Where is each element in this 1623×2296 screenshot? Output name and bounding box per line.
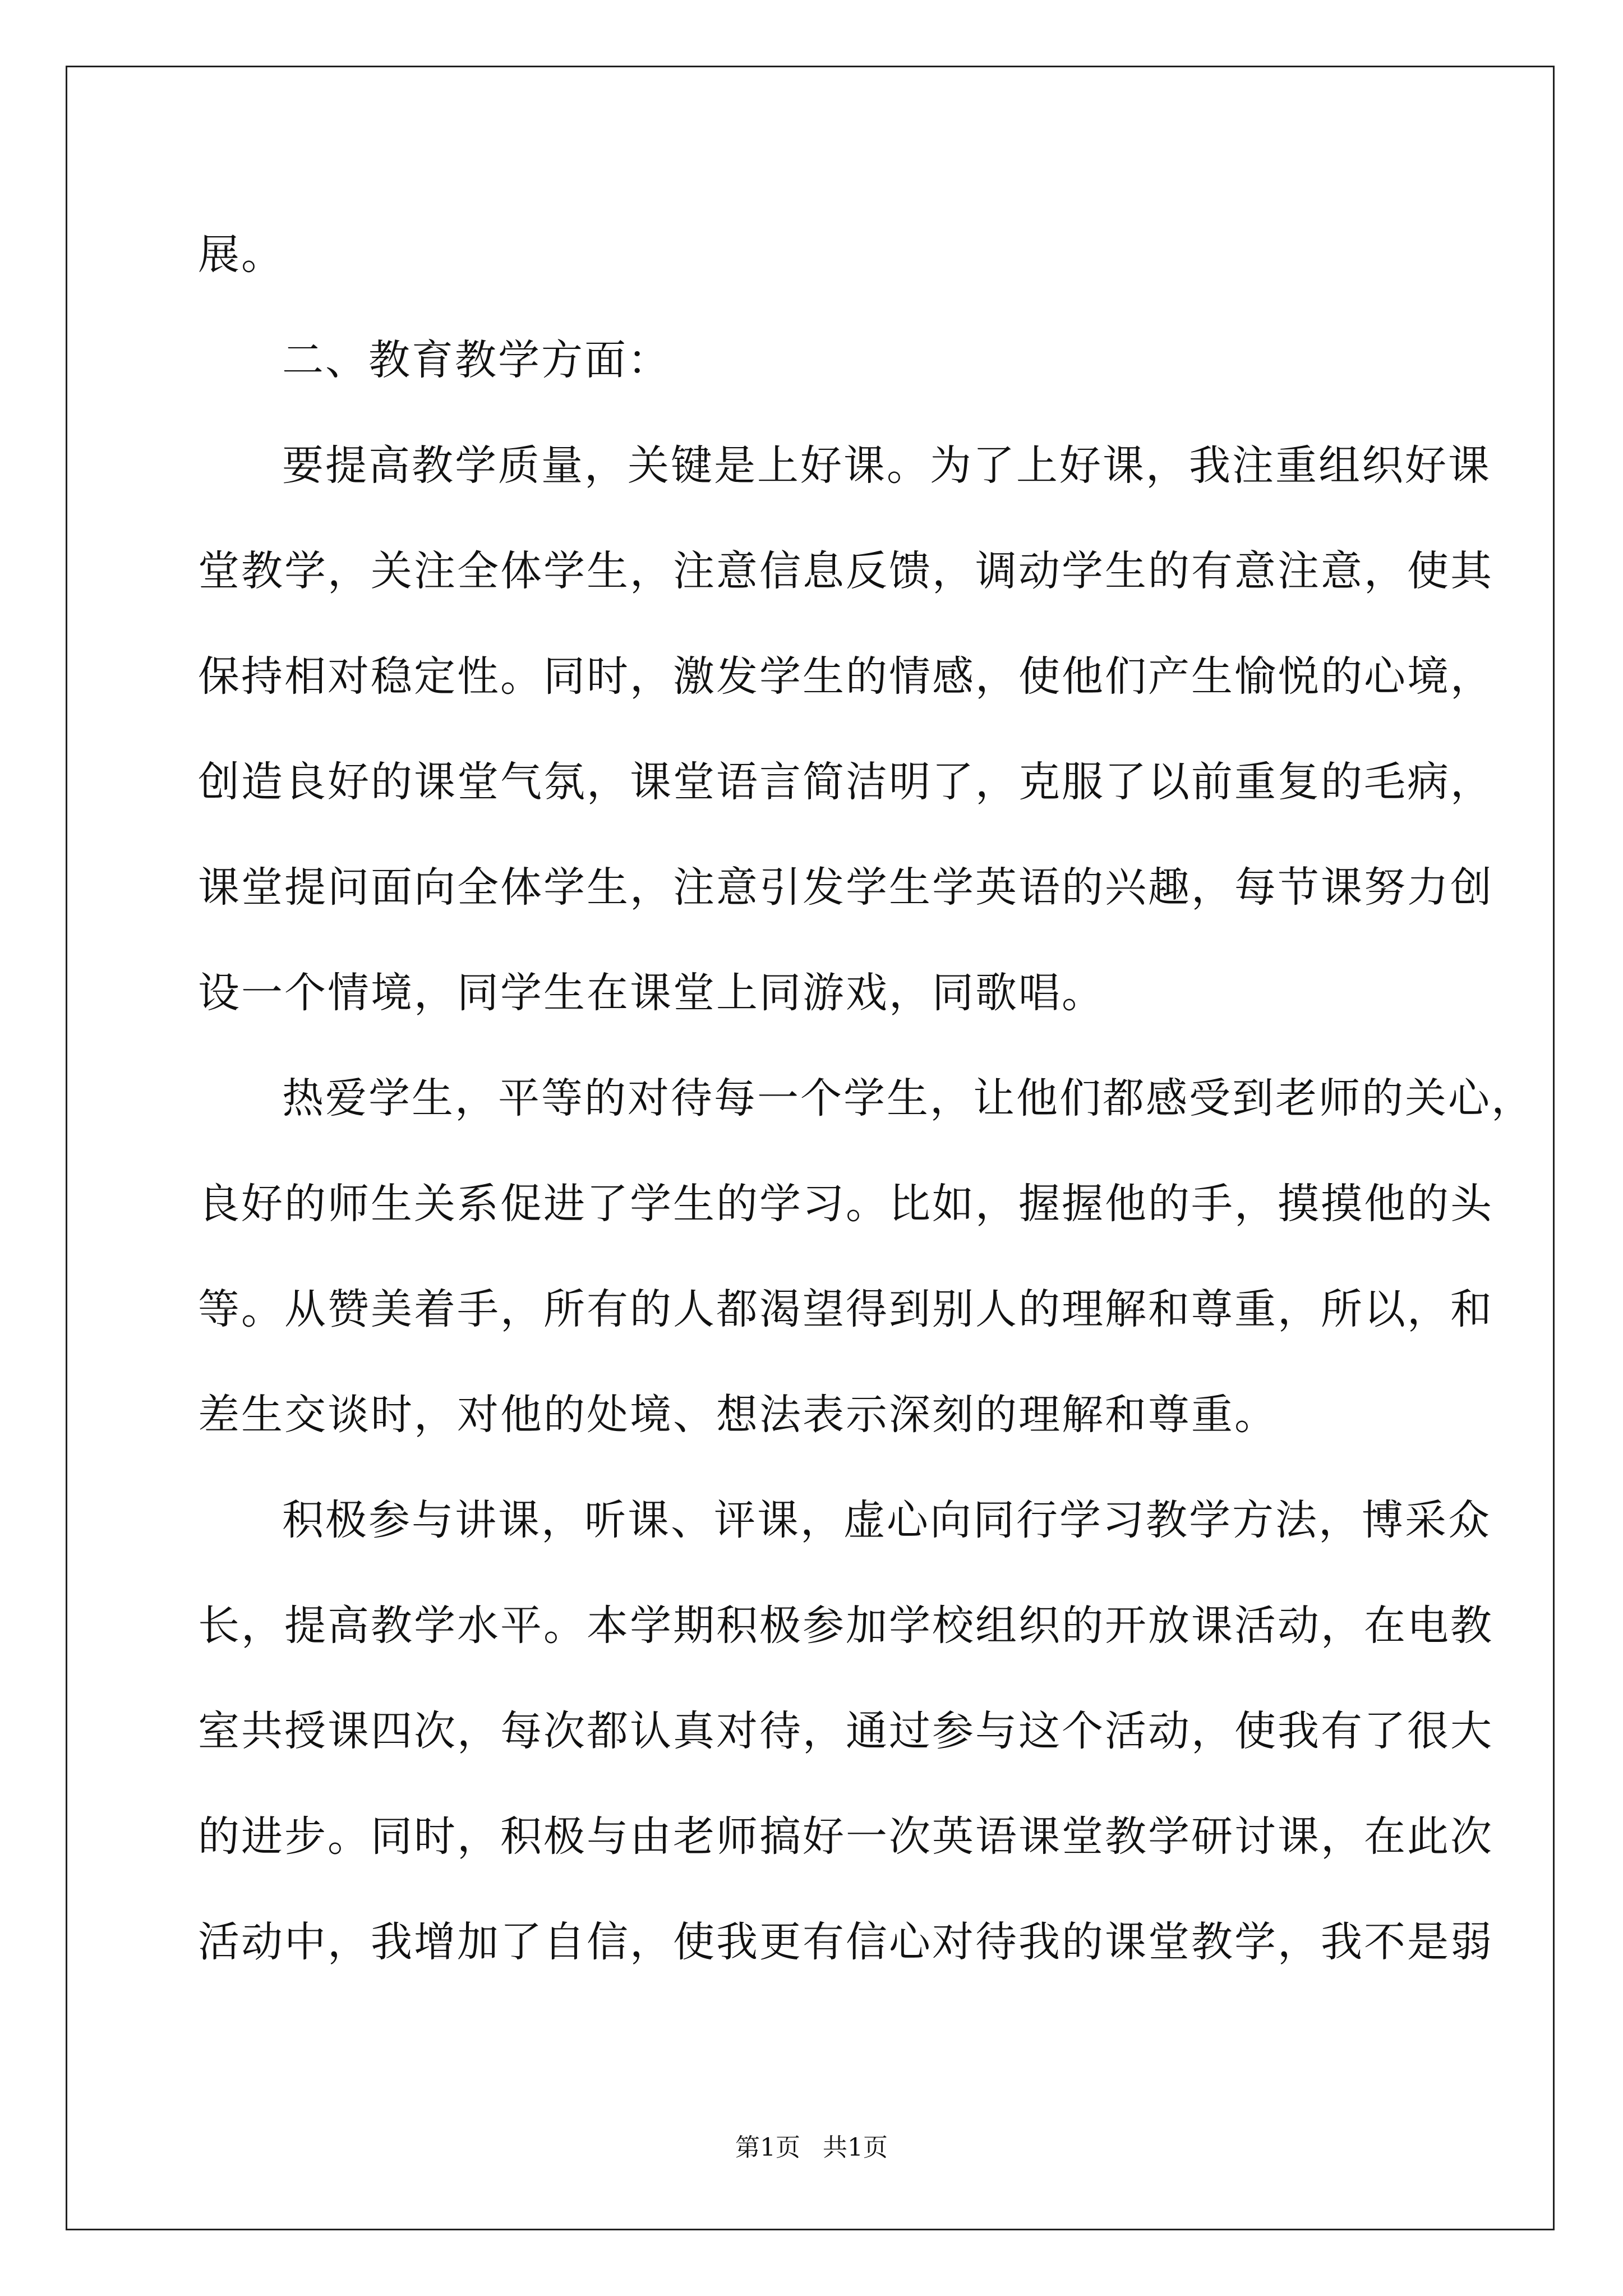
text-line: 堂教学，关注全体学生，注意信息反馈，调动学生的有意注意，使其 bbox=[198, 547, 1493, 595]
text-line: 要提高教学质量，关键是上好课。为了上好课，我注重组织好课 bbox=[282, 441, 1491, 490]
text-line: 等。从赞美着手，所有的人都渴望得到别人的理解和尊重，所以，和 bbox=[198, 1285, 1493, 1333]
text-line: 活动中，我增加了自信，使我更有信心对待我的课堂教学，我不是弱 bbox=[198, 1918, 1493, 1966]
page-number: 第1页 bbox=[735, 2133, 800, 2162]
text-line: 展。 bbox=[198, 231, 284, 279]
text-line: 的进步。同时，积极与由老师搞好一次英语课堂教学研讨课，在此次 bbox=[198, 1812, 1493, 1861]
text-line: 课堂提问面向全体学生，注意引发学生学英语的兴趣，每节课努力创 bbox=[198, 863, 1493, 912]
text-line: 良好的师生关系促进了学生的学习。比如，握握他的手，摸摸他的头 bbox=[198, 1180, 1493, 1228]
text-line: 室共授课四次，每次都认真对待，通过参与这个活动，使我有了很大 bbox=[198, 1707, 1493, 1755]
section-heading: 二、教育教学方面： bbox=[282, 336, 671, 384]
page-total: 共1页 bbox=[823, 2133, 888, 2162]
text-line: 长，提高教学水平。本学期积极参加学校组织的开放课活动，在电教 bbox=[198, 1602, 1493, 1650]
page-footer bbox=[0, 2127, 1623, 2163]
text-line: 差生交谈时，对他的处境、想法表示深刻的理解和尊重。 bbox=[198, 1391, 1278, 1439]
text-line: 设一个情境，同学生在课堂上同游戏，同歌唱。 bbox=[198, 969, 1105, 1017]
document-body bbox=[198, 202, 1534, 1995]
text-line: 热爱学生，平等的对待每一个学生，让他们都感受到老师的关心， bbox=[282, 1074, 1534, 1122]
text-line: 积极参与讲课，听课、评课，虚心向同行学习教学方法，博采众 bbox=[282, 1496, 1491, 1544]
text-line: 保持相对稳定性。同时，激发学生的情感，使他们产生愉悦的心境， bbox=[198, 652, 1493, 701]
text-line: 创造良好的课堂气氛，课堂语言简洁明了，克服了以前重复的毛病， bbox=[198, 758, 1493, 806]
